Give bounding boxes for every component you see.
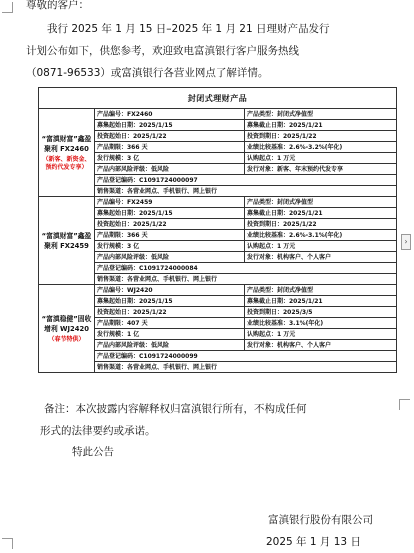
table-cell: 募集起始日期：2025/1/15 bbox=[95, 208, 245, 219]
intro-line: 计划公布如下，供您参考，欢迎致电富滇银行客户服务热线 bbox=[26, 45, 299, 57]
intro-paragraph bbox=[26, 18, 398, 84]
page-corner-mark bbox=[2, 538, 13, 549]
product-name: “富滇财富”鑫盈聚利 FX2460 bbox=[41, 134, 92, 153]
table-cell: 发行规模：3 亿 bbox=[95, 153, 245, 164]
table-cell: 产品期限：366 天 bbox=[95, 230, 245, 241]
table-row bbox=[39, 285, 397, 296]
table-cell: 销售渠道：各营业网点、手机银行、网上银行 bbox=[95, 186, 397, 197]
table-cell: 产品期限：366 天 bbox=[95, 142, 245, 153]
product-name: “富滇稳健”固收增利 WJ2420 bbox=[41, 314, 92, 333]
table-cell: 认购起点：1 万元 bbox=[245, 329, 397, 340]
table-cell: 投资到期日：2025/1/22 bbox=[245, 219, 397, 230]
product-name-cell bbox=[39, 109, 95, 197]
table-cell: 投资起始日：2025/1/22 bbox=[95, 131, 245, 142]
table-cell: 业绩比较基准：2.6%-3.1%(年化) bbox=[245, 230, 397, 241]
table-cell: 发行规模：3 亿 bbox=[95, 241, 245, 252]
table-cell: 产品编号：WJ2420 bbox=[95, 285, 245, 296]
table-cell: 业绩比较基准：3.1%(年化) bbox=[245, 318, 397, 329]
product-tag: （新客、新资金、预约代发专享） bbox=[42, 155, 91, 171]
table-cell: 发行对象：新客、年末预约代发专享 bbox=[245, 164, 397, 175]
table-cell: 业绩比较基准：2.6%-3.2%(年化) bbox=[245, 142, 397, 153]
table-cell: 投资到期日：2025/3/5 bbox=[245, 307, 397, 318]
table-cell: 产品内部风险评级：低风险 bbox=[95, 252, 245, 263]
note-line: 备注：本次披露内容解释权归富滇银行所有，不构成任何 bbox=[44, 403, 307, 415]
intro-line: 我行 2025 年 1 月 15 日–2025 年 1 月 21 日理财产品发行 bbox=[47, 23, 330, 35]
product-tag: （春节特供） bbox=[48, 335, 85, 343]
table-cell: 销售渠道：各营业网点、手机银行、网上银行 bbox=[95, 362, 397, 373]
table-cell: 募集起始日期：2025/1/15 bbox=[95, 296, 245, 307]
table-cell: 投资起始日：2025/1/22 bbox=[95, 219, 245, 230]
table-cell: 产品登记编码：C1091724000084 bbox=[95, 263, 397, 274]
note-line: 形式的法律要约或承诺。 bbox=[40, 425, 156, 437]
product-table bbox=[38, 87, 397, 373]
table-cell: 产品类型：封闭式净值型 bbox=[245, 109, 397, 120]
table-cell: 认购起点：1 万元 bbox=[245, 241, 397, 252]
intro-line: （0871-96533）或富滇银行各营业网点了解详情。 bbox=[26, 67, 269, 79]
note-paragraph bbox=[40, 398, 404, 442]
table-row bbox=[39, 197, 397, 208]
table-cell: 认购起点：1 万元 bbox=[245, 153, 397, 164]
scroll-handle[interactable]: › bbox=[401, 234, 411, 250]
closing-text: 特此公告 bbox=[72, 446, 114, 458]
table-row bbox=[39, 109, 397, 120]
product-name-cell bbox=[39, 285, 95, 373]
table-cell: 发行规模：1 亿 bbox=[95, 329, 245, 340]
table-cell: 发行对象：机构客户、个人客户 bbox=[245, 252, 397, 263]
table-cell: 募集截止日期：2025/1/21 bbox=[245, 208, 397, 219]
table-cell: 产品类型：封闭式净值型 bbox=[245, 197, 397, 208]
table-cell: 产品登记编码：C1091724000099 bbox=[95, 351, 397, 362]
table-cell: 产品内部风险评级：低风险 bbox=[95, 164, 245, 175]
table-cell: 募集截止日期：2025/1/21 bbox=[245, 296, 397, 307]
table-title: 封闭式理财产品 bbox=[39, 88, 397, 109]
table-cell: 产品编号：FX2460 bbox=[95, 109, 245, 120]
table-cell: 销售渠道：各营业网点、手机银行、网上银行 bbox=[95, 274, 397, 285]
table-cell: 产品期限：407 天 bbox=[95, 318, 245, 329]
table-cell: 产品类型：封闭式净值型 bbox=[245, 285, 397, 296]
table-cell: 产品内部风险评级：低风险 bbox=[95, 340, 245, 351]
product-name-cell bbox=[39, 197, 95, 285]
notice-date: 2025 年 1 月 13 日 bbox=[266, 536, 361, 548]
table-cell: 产品登记编码：C1091724000097 bbox=[95, 175, 397, 186]
product-name: “富滇财富”鑫盈聚利 FX2459 bbox=[41, 231, 92, 250]
table-cell: 发行对象：机构客户、个人客户 bbox=[245, 340, 397, 351]
greeting: 尊敬的客户： bbox=[26, 0, 89, 11]
bank-signature: 富滇银行股份有限公司 bbox=[268, 514, 373, 526]
table-cell: 投资到期日：2025/1/22 bbox=[245, 131, 397, 142]
table-cell: 募集起始日期：2025/1/15 bbox=[95, 120, 245, 131]
table-cell: 产品编号：FX2459 bbox=[95, 197, 245, 208]
page-corner-mark bbox=[2, 2, 13, 13]
table-cell: 投资起始日：2025/1/22 bbox=[95, 307, 245, 318]
table-cell: 募集截止日期：2025/1/21 bbox=[245, 120, 397, 131]
